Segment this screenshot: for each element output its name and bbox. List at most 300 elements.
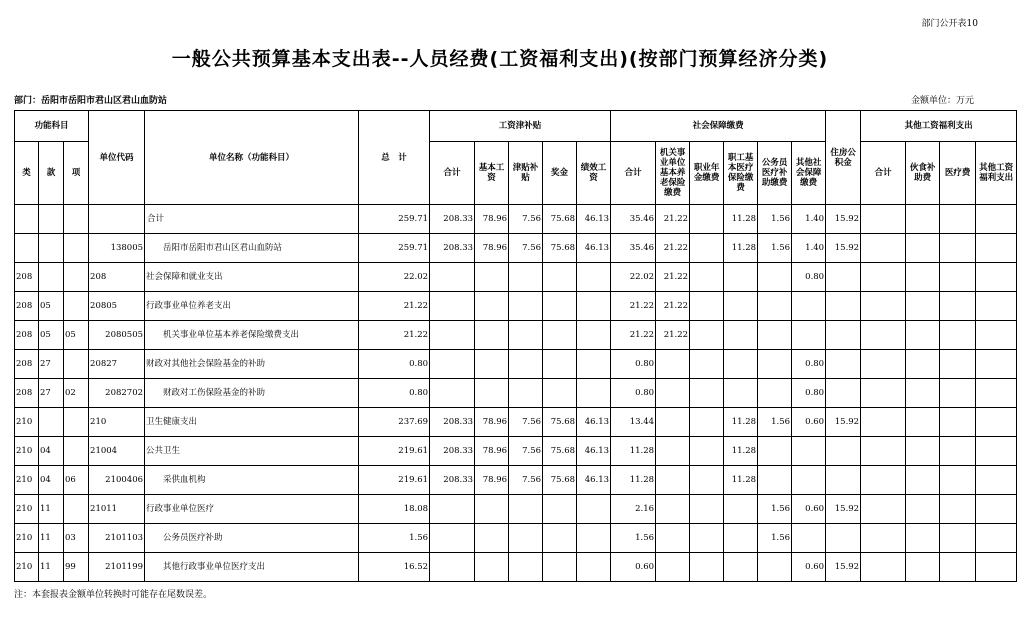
cell-medical-fee bbox=[940, 495, 976, 524]
cell-code: 2101199 bbox=[89, 553, 145, 582]
cell-name: 行政事业单位养老支出 bbox=[145, 292, 359, 321]
cell-lei: 210 bbox=[15, 408, 39, 437]
cell-pension bbox=[656, 350, 690, 379]
cell-housing bbox=[826, 379, 861, 408]
cell-pension bbox=[656, 437, 690, 466]
cell-xiang: 99 bbox=[64, 553, 89, 582]
cell-social-sum: 11.28 bbox=[611, 466, 656, 495]
cell-xiang bbox=[64, 263, 89, 292]
cell-kuan: 11 bbox=[39, 495, 64, 524]
cell-meal bbox=[906, 466, 940, 495]
cell-lei bbox=[15, 205, 39, 234]
cell-civil-medical bbox=[758, 466, 792, 495]
cell-annuity bbox=[690, 553, 724, 582]
cell-code: 2101103 bbox=[89, 524, 145, 553]
cell-other-social bbox=[792, 524, 826, 553]
cell-basic-wage: 78.96 bbox=[475, 234, 509, 263]
cell-other-welfare bbox=[976, 350, 1017, 379]
cell-bonus: 75.68 bbox=[543, 408, 577, 437]
cell-xiang: 05 bbox=[64, 321, 89, 350]
cell-other-sum bbox=[861, 466, 906, 495]
cell-civil-medical: 1.56 bbox=[758, 524, 792, 553]
cell-annuity bbox=[690, 379, 724, 408]
cell-lei: 210 bbox=[15, 466, 39, 495]
cell-performance: 46.13 bbox=[577, 205, 611, 234]
cell-pension: 21.22 bbox=[656, 205, 690, 234]
cell-performance bbox=[577, 263, 611, 292]
cell-kuan: 05 bbox=[39, 321, 64, 350]
cell-medical-fee bbox=[940, 292, 976, 321]
cell-medical bbox=[724, 321, 758, 350]
cell-performance bbox=[577, 495, 611, 524]
header-medical: 职工基本医疗保险缴费 bbox=[724, 142, 758, 205]
cell-medical-fee bbox=[940, 321, 976, 350]
cell-total: 0.80 bbox=[359, 379, 430, 408]
cell-total: 21.22 bbox=[359, 321, 430, 350]
cell-other-social bbox=[792, 321, 826, 350]
cell-other-welfare bbox=[976, 292, 1017, 321]
cell-allowance: 7.56 bbox=[509, 437, 543, 466]
cell-social-sum: 21.22 bbox=[611, 321, 656, 350]
cell-social-sum: 1.56 bbox=[611, 524, 656, 553]
cell-meal bbox=[906, 495, 940, 524]
cell-wage-sum: 208.33 bbox=[430, 437, 475, 466]
cell-kuan: 04 bbox=[39, 437, 64, 466]
cell-meal bbox=[906, 350, 940, 379]
cell-housing: 15.92 bbox=[826, 495, 861, 524]
cell-other-social: 1.40 bbox=[792, 205, 826, 234]
cell-bonus bbox=[543, 379, 577, 408]
cell-meal bbox=[906, 379, 940, 408]
cell-xiang bbox=[64, 437, 89, 466]
cell-civil-medical bbox=[758, 553, 792, 582]
cell-code: 208 bbox=[89, 263, 145, 292]
cell-total: 259.71 bbox=[359, 234, 430, 263]
table-row bbox=[15, 205, 1017, 234]
cell-total: 0.80 bbox=[359, 350, 430, 379]
cell-other-welfare bbox=[976, 234, 1017, 263]
budget-table bbox=[14, 110, 1017, 582]
cell-wage-sum bbox=[430, 495, 475, 524]
cell-name: 公务员医疗补助 bbox=[145, 524, 359, 553]
cell-medical-fee bbox=[940, 466, 976, 495]
cell-allowance: 7.56 bbox=[509, 466, 543, 495]
cell-social-sum: 35.46 bbox=[611, 205, 656, 234]
cell-code: 2100406 bbox=[89, 466, 145, 495]
header-annuity: 职业年金缴费 bbox=[690, 142, 724, 205]
cell-other-welfare bbox=[976, 495, 1017, 524]
cell-other-sum bbox=[861, 524, 906, 553]
cell-kuan bbox=[39, 234, 64, 263]
cell-meal bbox=[906, 524, 940, 553]
cell-name: 行政事业单位医疗 bbox=[145, 495, 359, 524]
cell-kuan bbox=[39, 205, 64, 234]
cell-name: 社会保障和就业支出 bbox=[145, 263, 359, 292]
cell-code: 20805 bbox=[89, 292, 145, 321]
cell-other-social: 1.40 bbox=[792, 234, 826, 263]
page-title: 一般公共预算基本支出表--人员经费(工资福利支出)(按部门预算经济分类) bbox=[171, 48, 829, 70]
cell-annuity bbox=[690, 437, 724, 466]
cell-medical-fee bbox=[940, 379, 976, 408]
cell-kuan: 27 bbox=[39, 379, 64, 408]
cell-other-welfare bbox=[976, 205, 1017, 234]
table-row bbox=[15, 495, 1017, 524]
cell-other-welfare bbox=[976, 321, 1017, 350]
cell-allowance bbox=[509, 263, 543, 292]
cell-meal bbox=[906, 263, 940, 292]
cell-meal bbox=[906, 408, 940, 437]
cell-housing: 15.92 bbox=[826, 234, 861, 263]
cell-basic-wage bbox=[475, 292, 509, 321]
cell-meal bbox=[906, 292, 940, 321]
cell-kuan bbox=[39, 263, 64, 292]
cell-total: 259.71 bbox=[359, 205, 430, 234]
cell-meal bbox=[906, 553, 940, 582]
cell-civil-medical: 1.56 bbox=[758, 408, 792, 437]
cell-medical-fee bbox=[940, 553, 976, 582]
cell-code: 2080505 bbox=[89, 321, 145, 350]
cell-basic-wage bbox=[475, 553, 509, 582]
amount-unit-label: 金额单位：万元 bbox=[910, 96, 974, 106]
cell-basic-wage bbox=[475, 263, 509, 292]
cell-bonus: 75.68 bbox=[543, 437, 577, 466]
cell-annuity bbox=[690, 408, 724, 437]
cell-housing bbox=[826, 350, 861, 379]
header-other-social: 其他社会保障缴费 bbox=[792, 142, 826, 205]
cell-pension bbox=[656, 379, 690, 408]
cell-xiang bbox=[64, 234, 89, 263]
cell-wage-sum bbox=[430, 263, 475, 292]
cell-other-welfare bbox=[976, 553, 1017, 582]
header-unit-code: 单位代码 bbox=[89, 111, 145, 205]
cell-code: 21011 bbox=[89, 495, 145, 524]
cell-medical: 11.28 bbox=[724, 466, 758, 495]
cell-code: 210 bbox=[89, 408, 145, 437]
cell-allowance bbox=[509, 379, 543, 408]
table-row bbox=[15, 437, 1017, 466]
cell-other-social: 0.60 bbox=[792, 495, 826, 524]
cell-xiang bbox=[64, 408, 89, 437]
cell-meal bbox=[906, 321, 940, 350]
cell-housing bbox=[826, 437, 861, 466]
cell-other-welfare bbox=[976, 437, 1017, 466]
cell-performance bbox=[577, 292, 611, 321]
cell-lei: 210 bbox=[15, 524, 39, 553]
cell-housing: 15.92 bbox=[826, 408, 861, 437]
cell-allowance bbox=[509, 495, 543, 524]
cell-other-sum bbox=[861, 321, 906, 350]
header-wage-sum: 合计 bbox=[430, 142, 475, 205]
table-row bbox=[15, 321, 1017, 350]
cell-housing bbox=[826, 466, 861, 495]
cell-annuity bbox=[690, 350, 724, 379]
header-other-group: 其他工资福利支出 bbox=[861, 111, 1017, 142]
cell-code: 21004 bbox=[89, 437, 145, 466]
cell-other-welfare bbox=[976, 379, 1017, 408]
cell-performance: 46.13 bbox=[577, 466, 611, 495]
cell-wage-sum: 208.33 bbox=[430, 205, 475, 234]
cell-allowance: 7.56 bbox=[509, 205, 543, 234]
cell-code: 20827 bbox=[89, 350, 145, 379]
header-func-subject: 功能科目 bbox=[15, 111, 89, 142]
cell-code: 2082702 bbox=[89, 379, 145, 408]
cell-bonus bbox=[543, 495, 577, 524]
cell-xiang bbox=[64, 350, 89, 379]
cell-annuity bbox=[690, 263, 724, 292]
cell-kuan bbox=[39, 408, 64, 437]
header-social-group: 社会保障缴费 bbox=[611, 111, 826, 142]
cell-lei bbox=[15, 234, 39, 263]
header-meal: 伙食补助费 bbox=[906, 142, 940, 205]
cell-pension bbox=[656, 524, 690, 553]
cell-housing bbox=[826, 292, 861, 321]
cell-wage-sum bbox=[430, 350, 475, 379]
cell-name: 采供血机构 bbox=[145, 466, 359, 495]
cell-wage-sum bbox=[430, 321, 475, 350]
header-medical-fee: 医疗费 bbox=[940, 142, 976, 205]
cell-pension bbox=[656, 553, 690, 582]
cell-bonus: 75.68 bbox=[543, 466, 577, 495]
department-label: 部门：岳阳市岳阳市君山区君山血防站 bbox=[14, 96, 168, 106]
header-performance: 绩效工资 bbox=[577, 142, 611, 205]
cell-social-sum: 35.46 bbox=[611, 234, 656, 263]
header-civil-medical: 公务员医疗补助缴费 bbox=[758, 142, 792, 205]
cell-medical bbox=[724, 379, 758, 408]
cell-annuity bbox=[690, 495, 724, 524]
cell-lei: 208 bbox=[15, 292, 39, 321]
cell-lei: 210 bbox=[15, 437, 39, 466]
cell-other-sum bbox=[861, 205, 906, 234]
cell-code: 138005 bbox=[89, 234, 145, 263]
cell-allowance: 7.56 bbox=[509, 408, 543, 437]
cell-medical bbox=[724, 292, 758, 321]
cell-bonus: 75.68 bbox=[543, 234, 577, 263]
cell-medical-fee bbox=[940, 205, 976, 234]
cell-lei: 210 bbox=[15, 553, 39, 582]
cell-other-social: 0.80 bbox=[792, 350, 826, 379]
cell-civil-medical: 1.56 bbox=[758, 205, 792, 234]
cell-other-sum bbox=[861, 263, 906, 292]
cell-bonus bbox=[543, 350, 577, 379]
header-total: 总 计 bbox=[359, 111, 430, 205]
cell-social-sum: 11.28 bbox=[611, 437, 656, 466]
cell-housing: 15.92 bbox=[826, 553, 861, 582]
cell-other-sum bbox=[861, 379, 906, 408]
cell-pension: 21.22 bbox=[656, 321, 690, 350]
cell-other-welfare bbox=[976, 466, 1017, 495]
cell-other-welfare bbox=[976, 408, 1017, 437]
cell-annuity bbox=[690, 466, 724, 495]
cell-allowance bbox=[509, 292, 543, 321]
header-pension: 机关事业单位基本养老保险缴费 bbox=[656, 142, 690, 205]
table-row bbox=[15, 263, 1017, 292]
cell-civil-medical bbox=[758, 263, 792, 292]
header-housing: 住房公积金 bbox=[826, 111, 861, 205]
cell-wage-sum: 208.33 bbox=[430, 234, 475, 263]
cell-other-sum bbox=[861, 408, 906, 437]
cell-total: 219.61 bbox=[359, 466, 430, 495]
cell-xiang: 03 bbox=[64, 524, 89, 553]
cell-performance bbox=[577, 553, 611, 582]
cell-medical-fee bbox=[940, 524, 976, 553]
header-social-sum: 合计 bbox=[611, 142, 656, 205]
cell-lei: 208 bbox=[15, 379, 39, 408]
cell-lei: 208 bbox=[15, 263, 39, 292]
cell-annuity bbox=[690, 292, 724, 321]
cell-medical-fee bbox=[940, 234, 976, 263]
cell-performance bbox=[577, 321, 611, 350]
cell-civil-medical: 1.56 bbox=[758, 495, 792, 524]
cell-performance: 46.13 bbox=[577, 437, 611, 466]
cell-kuan: 27 bbox=[39, 350, 64, 379]
cell-allowance bbox=[509, 553, 543, 582]
cell-kuan: 04 bbox=[39, 466, 64, 495]
cell-basic-wage bbox=[475, 524, 509, 553]
cell-xiang: 06 bbox=[64, 466, 89, 495]
header-xiang: 项 bbox=[64, 142, 89, 205]
cell-wage-sum bbox=[430, 553, 475, 582]
form-number: 部门公开表10 bbox=[921, 19, 978, 29]
cell-medical-fee bbox=[940, 350, 976, 379]
cell-other-sum bbox=[861, 292, 906, 321]
header-other-sum: 合计 bbox=[861, 142, 906, 205]
cell-other-sum bbox=[861, 495, 906, 524]
cell-lei: 208 bbox=[15, 350, 39, 379]
cell-civil-medical: 1.56 bbox=[758, 234, 792, 263]
table-row bbox=[15, 234, 1017, 263]
cell-medical: 11.28 bbox=[724, 234, 758, 263]
cell-pension bbox=[656, 408, 690, 437]
cell-name: 卫生健康支出 bbox=[145, 408, 359, 437]
header-allowance: 津贴补贴 bbox=[509, 142, 543, 205]
cell-social-sum: 2.16 bbox=[611, 495, 656, 524]
cell-housing bbox=[826, 524, 861, 553]
cell-annuity bbox=[690, 234, 724, 263]
cell-name: 合计 bbox=[145, 205, 359, 234]
cell-meal bbox=[906, 437, 940, 466]
cell-social-sum: 22.02 bbox=[611, 263, 656, 292]
cell-basic-wage bbox=[475, 495, 509, 524]
cell-social-sum: 0.80 bbox=[611, 379, 656, 408]
cell-annuity bbox=[690, 205, 724, 234]
cell-total: 21.22 bbox=[359, 292, 430, 321]
table-row bbox=[15, 553, 1017, 582]
header-lei: 类 bbox=[15, 142, 39, 205]
cell-social-sum: 21.22 bbox=[611, 292, 656, 321]
cell-housing: 15.92 bbox=[826, 205, 861, 234]
cell-allowance bbox=[509, 524, 543, 553]
cell-annuity bbox=[690, 524, 724, 553]
cell-medical-fee bbox=[940, 437, 976, 466]
header-unit-name: 单位名称（功能科目） bbox=[145, 111, 359, 205]
cell-other-social: 0.60 bbox=[792, 408, 826, 437]
cell-civil-medical bbox=[758, 350, 792, 379]
table-row bbox=[15, 350, 1017, 379]
cell-medical bbox=[724, 553, 758, 582]
cell-other-social: 0.60 bbox=[792, 553, 826, 582]
cell-medical-fee bbox=[940, 263, 976, 292]
cell-medical: 11.28 bbox=[724, 408, 758, 437]
cell-basic-wage: 78.96 bbox=[475, 466, 509, 495]
cell-name: 机关事业单位基本养老保险缴费支出 bbox=[145, 321, 359, 350]
cell-civil-medical bbox=[758, 321, 792, 350]
cell-basic-wage: 78.96 bbox=[475, 205, 509, 234]
cell-bonus bbox=[543, 263, 577, 292]
header-other-welfare: 其他工资福利支出 bbox=[976, 142, 1017, 205]
cell-xiang bbox=[64, 205, 89, 234]
cell-allowance: 7.56 bbox=[509, 234, 543, 263]
cell-basic-wage bbox=[475, 379, 509, 408]
header-wage-group: 工资津补贴 bbox=[430, 111, 611, 142]
header-bonus: 奖金 bbox=[543, 142, 577, 205]
cell-xiang bbox=[64, 292, 89, 321]
cell-allowance bbox=[509, 321, 543, 350]
cell-other-social: 0.80 bbox=[792, 263, 826, 292]
cell-name: 财政对其他社会保险基金的补助 bbox=[145, 350, 359, 379]
cell-social-sum: 0.80 bbox=[611, 350, 656, 379]
cell-other-sum bbox=[861, 553, 906, 582]
cell-kuan: 11 bbox=[39, 553, 64, 582]
header-kuan: 款 bbox=[39, 142, 64, 205]
cell-bonus bbox=[543, 524, 577, 553]
cell-meal bbox=[906, 234, 940, 263]
cell-social-sum: 0.60 bbox=[611, 553, 656, 582]
cell-pension: 21.22 bbox=[656, 292, 690, 321]
cell-kuan: 11 bbox=[39, 524, 64, 553]
cell-bonus bbox=[543, 292, 577, 321]
cell-other-social: 0.80 bbox=[792, 379, 826, 408]
cell-annuity bbox=[690, 321, 724, 350]
cell-pension: 21.22 bbox=[656, 234, 690, 263]
cell-other-welfare bbox=[976, 263, 1017, 292]
cell-kuan: 05 bbox=[39, 292, 64, 321]
cell-name: 公共卫生 bbox=[145, 437, 359, 466]
cell-name: 岳阳市岳阳市君山区君山血防站 bbox=[145, 234, 359, 263]
cell-wage-sum bbox=[430, 524, 475, 553]
cell-other-social bbox=[792, 292, 826, 321]
cell-total: 16.52 bbox=[359, 553, 430, 582]
cell-wage-sum bbox=[430, 292, 475, 321]
cell-name: 其他行政事业单位医疗支出 bbox=[145, 553, 359, 582]
cell-xiang: 02 bbox=[64, 379, 89, 408]
cell-pension bbox=[656, 466, 690, 495]
cell-pension: 21.22 bbox=[656, 263, 690, 292]
cell-other-social bbox=[792, 437, 826, 466]
cell-basic-wage: 78.96 bbox=[475, 437, 509, 466]
cell-civil-medical bbox=[758, 437, 792, 466]
cell-wage-sum: 208.33 bbox=[430, 466, 475, 495]
footnote: 注：本套报表金额单位转换时可能存在尾数误差。 bbox=[14, 590, 213, 600]
cell-total: 18.08 bbox=[359, 495, 430, 524]
cell-other-social bbox=[792, 466, 826, 495]
cell-code bbox=[89, 205, 145, 234]
cell-allowance bbox=[509, 350, 543, 379]
header-basic-wage: 基本工资 bbox=[475, 142, 509, 205]
cell-performance: 46.13 bbox=[577, 234, 611, 263]
table-row bbox=[15, 524, 1017, 553]
table-row bbox=[15, 466, 1017, 495]
cell-medical bbox=[724, 495, 758, 524]
cell-other-welfare bbox=[976, 524, 1017, 553]
cell-bonus bbox=[543, 321, 577, 350]
cell-basic-wage bbox=[475, 350, 509, 379]
table-row bbox=[15, 292, 1017, 321]
cell-xiang bbox=[64, 495, 89, 524]
cell-performance bbox=[577, 379, 611, 408]
cell-total: 22.02 bbox=[359, 263, 430, 292]
cell-medical-fee bbox=[940, 408, 976, 437]
cell-performance bbox=[577, 350, 611, 379]
